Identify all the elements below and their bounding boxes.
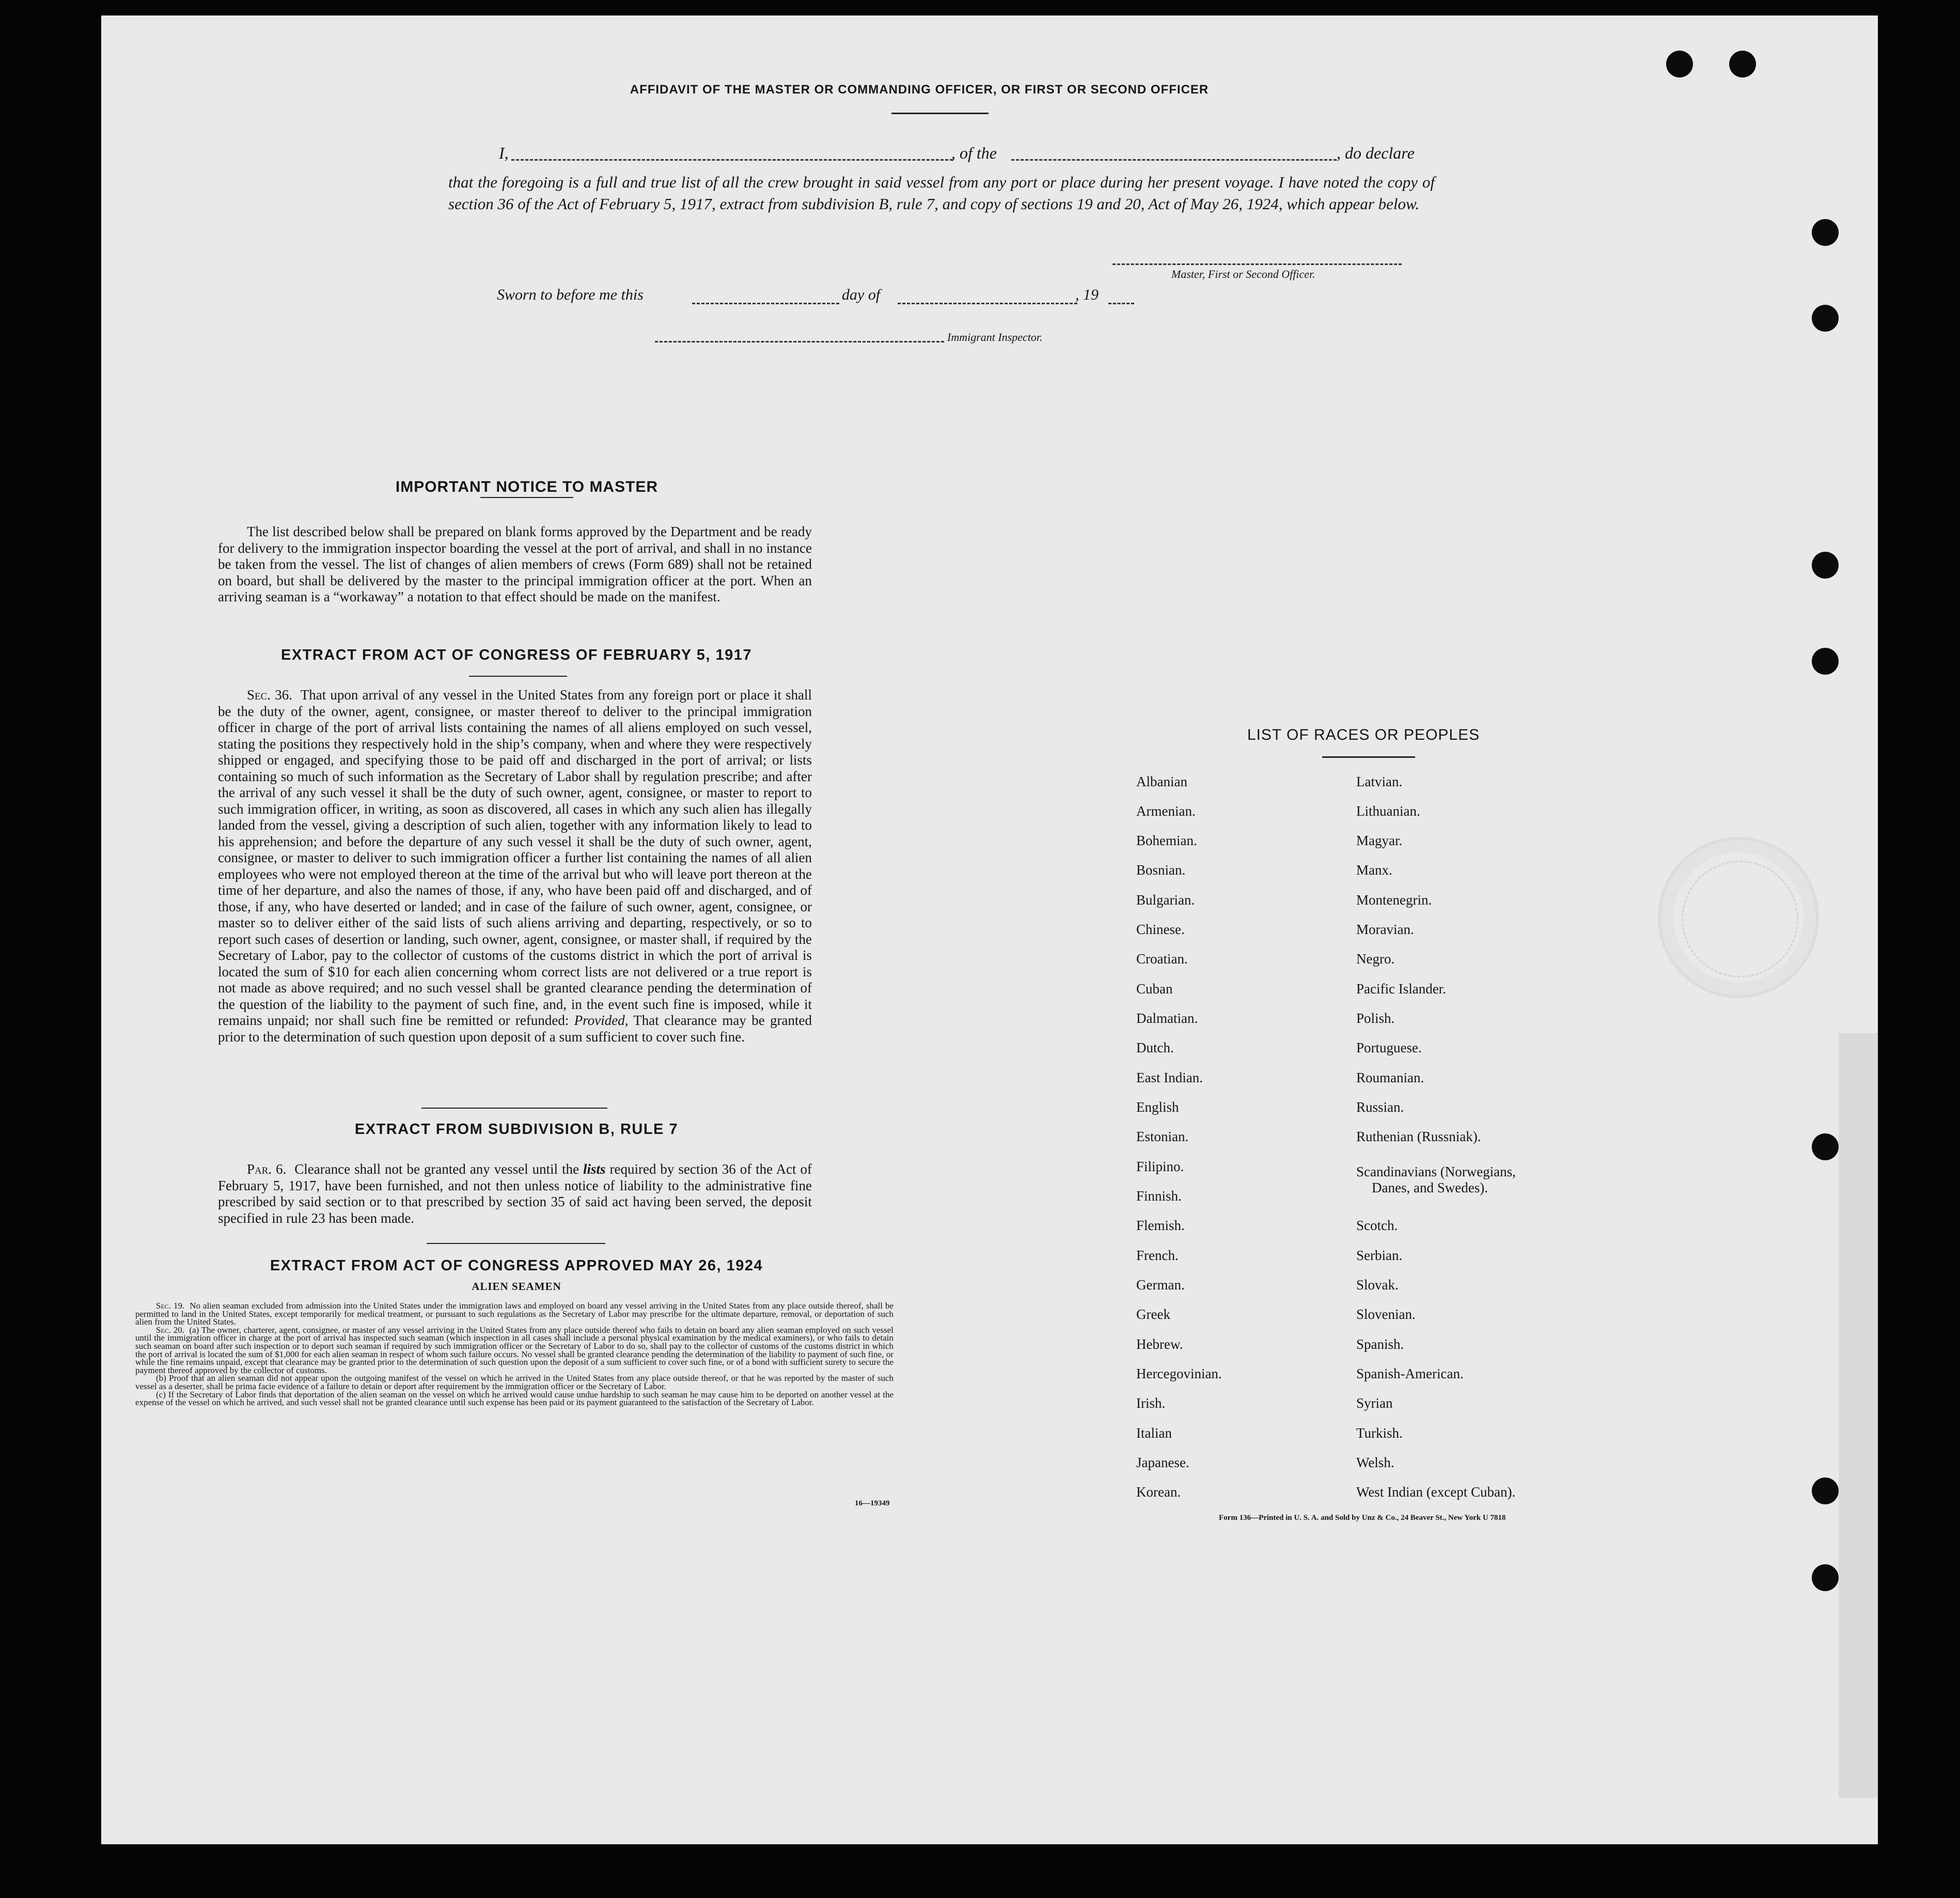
proviso-label: Provided, bbox=[574, 1013, 629, 1028]
race-left: Dalmatian. bbox=[1136, 1010, 1198, 1026]
race-left: French. bbox=[1136, 1248, 1179, 1263]
section-20a: Sec. 20. (a) The owner, charterer, agent, consignee, or master of any vessel arriving in the United States from any place outside thereof who fails to detain on board any alien seaman employed on such vessel until the immigration officer in charge at the port of arrival has inspected such seaman (which inspection in all cases shall include a personal physical examination by the medical examiners), or who fails to detain such seaman on board after such inspection or to deport such seaman if required by such immigration officer or the Secretary of Labor to do so, shall pay to the collector of customs of the customs district in which the port of arrival is located the sum of $1,000 for each alien seaman in respect of whom such failure occurs. No vessel shall be granted clearance pending the determination of the liability to payment of such fine, or while the fine remains unpaid, except that clearance may be granted prior to the determination of such question upon the deposit of a sum sufficient to cover such fine, or of a bond with sufficient surety to secure the payment thereof approved by the collector of customs. bbox=[135, 1325, 893, 1375]
race-right: Lithuanian. bbox=[1356, 803, 1420, 819]
sworn-year-field[interactable] bbox=[1108, 303, 1134, 304]
declarant-name-field[interactable] bbox=[511, 159, 953, 161]
race-right: Latvian. bbox=[1356, 774, 1403, 789]
section-divider bbox=[427, 1243, 605, 1244]
extract-1917-title: EXTRACT FROM ACT OF CONGRESS OF FEBRUARY 5, 1917 bbox=[280, 647, 752, 663]
race-right: Moravian. bbox=[1356, 922, 1414, 937]
extract-1917-underline bbox=[469, 676, 567, 677]
section-19: Sec. 19. No alien seaman excluded from admission into the United States under the immigration laws and employed on board any vessel arriving in the United States from any place outside thereof, shall be permitted to land in the United States, except temporarily for medical treatment, or pursuant to such regulations as the Secretary of Labor may prescribe for the ultimate departure, removal, or deportation of such alien from the United States. bbox=[135, 1301, 893, 1327]
day-of-label: day of bbox=[842, 286, 881, 303]
race-left: German. bbox=[1136, 1277, 1185, 1293]
paragraph-6-label: Par. 6. bbox=[247, 1161, 287, 1177]
section-20c: (c) If the Secretary of Labor finds that deportation of the alien seaman on the vessel on which he arrived would cause undue hardship to such seaman he may cause him to be deported on another vessel at the expense of the vessel on which he arrived, and such vessel shall not be granted clearance until such expense has been paid or its payment guaranteed to the satisfaction of the Secretary of Labor. bbox=[135, 1389, 893, 1408]
race-right: Slovak. bbox=[1356, 1277, 1399, 1293]
race-right: Manx. bbox=[1356, 862, 1392, 878]
sworn-day-field[interactable] bbox=[692, 303, 839, 304]
race-right: Polish. bbox=[1356, 1010, 1395, 1026]
race-left: Italian bbox=[1136, 1425, 1172, 1441]
binder-hole bbox=[1666, 51, 1693, 77]
race-right: Montenegrin. bbox=[1356, 892, 1432, 908]
vessel-label: , of the bbox=[951, 144, 997, 162]
affidavit-title: AFFIDAVIT OF THE MASTER OR COMMANDING OFFICER, OR FIRST OR SECOND OFFICER bbox=[630, 83, 1209, 97]
race-left: Flemish. bbox=[1136, 1218, 1185, 1233]
inspector-signature-field[interactable] bbox=[655, 341, 944, 343]
race-left: Japanese. bbox=[1136, 1455, 1189, 1470]
race-left: Bohemian. bbox=[1136, 833, 1197, 848]
race-left: Bosnian. bbox=[1136, 862, 1186, 878]
race-right: Spanish-American. bbox=[1356, 1366, 1464, 1381]
race-left: Armenian. bbox=[1136, 803, 1196, 819]
declarant-label: I, bbox=[499, 144, 509, 162]
binder-hole bbox=[1812, 1564, 1839, 1591]
notice-body: The list described below shall be prepared on blank forms approved by the Department and be ready for delivery to the immigration inspector boarding the vessel at the port of arrival, and shall in no instance be taken from the vessel. The list of changes of alien members of crews (Form 689) shall not be retained on board, but shall be delivered by the master to the principal immigration officer at the port. When an arriving seaman is a “workaway” a notation to that effect should be made on the manifest. bbox=[218, 524, 812, 604]
race-right: Serbian. bbox=[1356, 1248, 1403, 1263]
race-left: Hercegovinian. bbox=[1136, 1366, 1222, 1381]
binder-hole bbox=[1812, 648, 1839, 675]
race-left: Finnish. bbox=[1136, 1188, 1182, 1204]
race-left: Cuban bbox=[1136, 981, 1173, 997]
race-left: East Indian. bbox=[1136, 1070, 1203, 1085]
race-right: Turkish. bbox=[1356, 1425, 1403, 1441]
extract-1917-body bbox=[218, 687, 812, 1045]
race-right: Negro. bbox=[1356, 951, 1395, 967]
notice-title: IMPORTANT NOTICE TO MASTER bbox=[395, 478, 658, 495]
rule7-text-a: Clearance shall not be granted any vessel until the bbox=[294, 1161, 584, 1177]
races-title: LIST OF RACES OR PEOPLES bbox=[1247, 726, 1480, 743]
embossed-seal bbox=[1658, 837, 1819, 998]
race-left: Estonian. bbox=[1136, 1129, 1189, 1144]
race-right: Scotch. bbox=[1356, 1218, 1398, 1233]
race-left: Irish. bbox=[1136, 1395, 1166, 1411]
affidavit-body: that the foregoing is a full and true list of all the crew brought in said vessel from any port or place during her present voyage. I have noted the copy of section 36 of the Act of February 5, 1917, extract from subdivision B, rule 7, and copy of sections 19 and 20, Act of May 26, 1924, which appear below. bbox=[448, 173, 1435, 213]
binder-hole bbox=[1812, 1133, 1839, 1160]
sworn-month-field[interactable] bbox=[898, 303, 1077, 304]
race-left: Korean. bbox=[1136, 1484, 1181, 1500]
notice-underline bbox=[480, 497, 573, 498]
race-left: Greek bbox=[1136, 1306, 1170, 1322]
section-20b: (b) Proof that an alien seaman did not appear upon the outgoing manifest of the vessel on which he arrived in the United States from any place outside thereof, or that he was reported by the master of such vessel as a deserter, shall be prima facie evidence of a failure to detain or deport after requirement by the immigration officer or the Secretary of Labor. bbox=[135, 1373, 893, 1391]
binder-hole bbox=[1812, 305, 1839, 332]
race-left: Croatian. bbox=[1136, 951, 1188, 967]
declare-label: , do declare bbox=[1337, 144, 1415, 162]
inspector-caption: Immigrant Inspector. bbox=[947, 331, 1043, 344]
race-left: Hebrew. bbox=[1136, 1336, 1183, 1352]
race-right: Danes, and Swedes). bbox=[1372, 1180, 1488, 1195]
title-underline bbox=[891, 113, 989, 114]
race-left: Filipino. bbox=[1136, 1159, 1184, 1174]
race-right: Russian. bbox=[1356, 1099, 1404, 1115]
race-right: Roumanian. bbox=[1356, 1070, 1424, 1085]
race-right: Spanish. bbox=[1356, 1336, 1404, 1352]
races-underline bbox=[1322, 756, 1415, 758]
vessel-name-field[interactable] bbox=[1011, 159, 1337, 161]
binder-hole bbox=[1812, 552, 1839, 579]
extract-1924-title: EXTRACT FROM ACT OF CONGRESS APPROVED MAY 26, 1924 bbox=[270, 1257, 763, 1274]
officer-signature-caption: Master, First or Second Officer. bbox=[1171, 268, 1315, 281]
race-right: Ruthenian (Russniak). bbox=[1356, 1129, 1481, 1144]
extract-1924-body bbox=[135, 1302, 893, 1407]
extract-rule7-title: EXTRACT FROM SUBDIVISION B, RULE 7 bbox=[354, 1121, 679, 1138]
race-right: Syrian bbox=[1356, 1395, 1393, 1411]
race-left: Albanian bbox=[1136, 774, 1187, 789]
binder-hole bbox=[1812, 1477, 1839, 1504]
section-36-label: Sec. 36. bbox=[247, 687, 292, 703]
race-left: English bbox=[1136, 1099, 1179, 1115]
sworn-label: Sworn to before me this bbox=[497, 286, 644, 303]
alien-seamen-subtitle: ALIEN SEAMEN bbox=[472, 1280, 561, 1293]
binder-hole bbox=[1812, 219, 1839, 246]
race-right: Portuguese. bbox=[1356, 1040, 1422, 1055]
race-left: Chinese. bbox=[1136, 922, 1185, 937]
lists-word: lists bbox=[583, 1161, 606, 1177]
year-label: , 19 bbox=[1075, 286, 1099, 303]
race-right: Scandinavians (Norwegians, bbox=[1356, 1164, 1516, 1179]
extract-rule7-body bbox=[218, 1161, 812, 1226]
section-36-text: That upon arrival of any vessel in the United States from any foreign port or place it shall be the duty of the owner, agent, consignee, or master thereof to deliver to the principal immigration officer in charge of the port of arrival lists containing the names of all aliens employed on such vessel, stating the positions they respectively hold in the ship’s company, when and where they were respectively shipped or engaged, and specifying those to be paid off and discharged in the port of arrival; or lists containing so much of such information as the Secretary of Labor shall by regulation prescribe; and after the arrival of any such vessel it shall be the duty of such owner, agent, consignee, or master to report to such immigration officer, in writing, as soon as discovered, all cases in which any such alien has illegally landed from the vessel, giving a description of such alien, together with any information likely to lead to his apprehension; and before the departure of any such vessel it shall be the duty of such owner, agent, consignee, or master to deliver to such immigration officer a further list containing the names of all alien employees who were not employed thereon at the time of the arrival but who will leave port thereon at the time of her departure, and also the names of those, if any, who have been paid off and discharged, and of those, if any, who have deserted or landed; and in case of the failure of such owner, agent, consignee, or master so to deliver either of the said lists of such aliens arriving and departing, respectively, or so to report such cases of desertion or landing, such owner, agent, consignee, or master shall, if required by the Secretary of Labor, pay to the collector of customs of the customs district in which the port of arrival is located the sum of $10 for each alien concerning whom correct lists are not delivered or a true report is not made as above required; and no such vessel shall be granted clearance pending the determination of the question of the liability to the payment of such fine, and, in the event such fine is imposed, while it remains unpaid; nor shall such fine be remitted or refunded: bbox=[218, 687, 812, 1028]
race-left: Bulgarian. bbox=[1136, 892, 1195, 908]
race-right: Magyar. bbox=[1356, 833, 1403, 848]
printer-imprint: Form 136—Printed in U. S. A. and Sold by Unz & Co., 24 Beaver St., New York U 7818 bbox=[1219, 1514, 1506, 1522]
race-right: Slovenian. bbox=[1356, 1306, 1416, 1322]
binder-hole bbox=[1729, 51, 1756, 77]
race-right: Pacific Islander. bbox=[1356, 981, 1446, 997]
officer-signature-field[interactable] bbox=[1112, 263, 1402, 265]
section-divider bbox=[421, 1108, 607, 1109]
page-edge bbox=[1839, 1033, 1878, 1798]
race-right: Welsh. bbox=[1356, 1455, 1394, 1470]
race-left: Dutch. bbox=[1136, 1040, 1174, 1055]
proviso-text: That clearance may be granted prior to the determination of such question upon deposit of a sum sufficient to cover such fine. bbox=[218, 1013, 812, 1045]
form-number: 16—19349 bbox=[855, 1499, 890, 1507]
race-right: West Indian (except Cuban). bbox=[1356, 1484, 1516, 1500]
rule7-text-b: required by section 36 of the Act of February 5, 1917, have been furnished, and not then unless notice of liability to the administrative fine prescribed by said section or to that prescribed by section 35 of said act having been served, the deposit specified in rule 23 has been made. bbox=[218, 1161, 812, 1226]
